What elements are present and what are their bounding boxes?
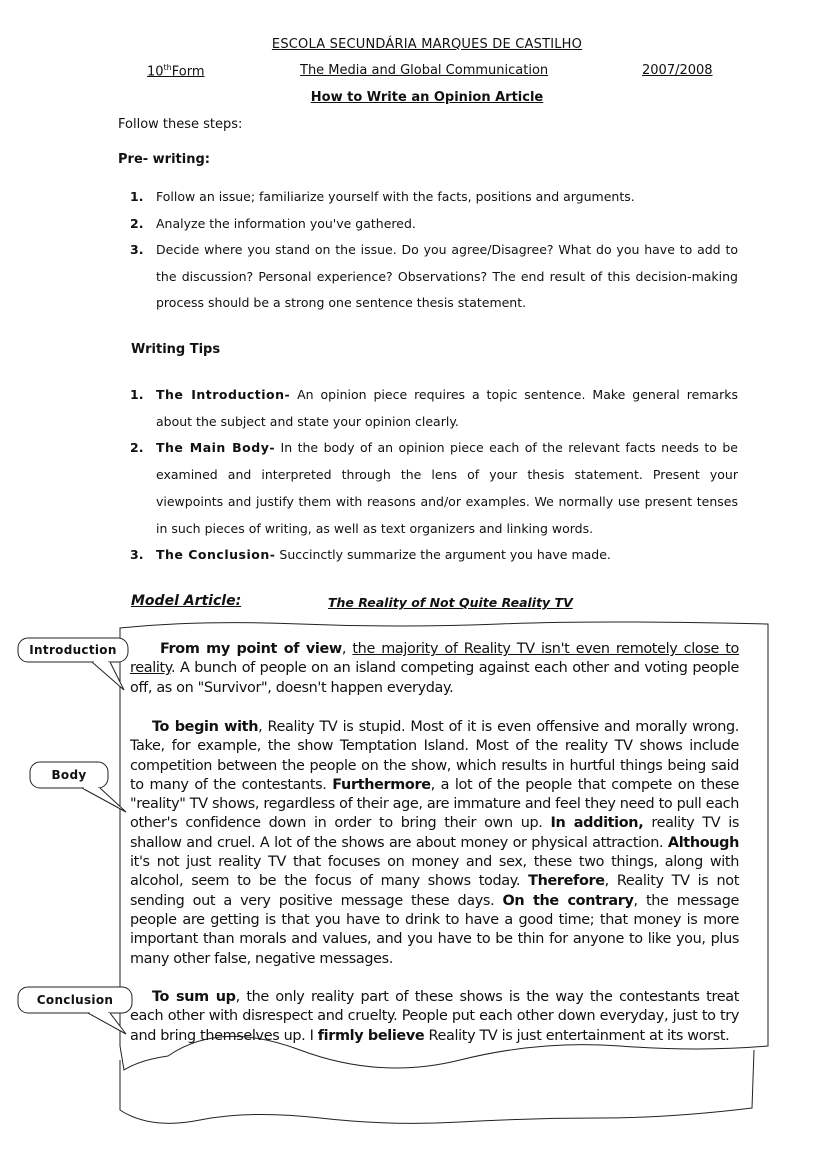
- list-item: 2. The Main Body- In the body of an opinion piece each of the relevant facts needs to be examined and interpreted through the lens of your thesis statement. Present your viewpoints and justify them with reasons and/or examples. We normally use present tenses in such pieces of writing, as well as text organizers and linking words.: [130, 440, 738, 536]
- page-title: How to Write an Opinion Article: [310, 90, 544, 105]
- school-year: 2007/2008: [642, 63, 713, 78]
- list-item: 3. Decide where you stand on the issue. Do you agree/Disagree? What do you have to add to the discussion? Personal experience? Observations? The end result of this decision-making process should be a strong one sentence thesis statement.: [130, 242, 738, 310]
- prewriting-heading: Pre- writing:: [118, 152, 210, 167]
- article-introduction-paragraph: From my point of view, the majority of Reality TV isn't even remotely close to reality. A bunch of people on an island competing against each other and voting people off, as on "Survivor", doesn't happen everyday.: [130, 641, 740, 696]
- page-bottom-wave: [120, 1050, 754, 1123]
- callout-conclusion-label: Conclusion: [36, 993, 114, 1007]
- subject-label: The Media and Global Communication: [300, 63, 549, 78]
- article-body-paragraph: To begin with, Reality TV is stupid. Most of it is even offensive and morally wrong. Take, for example, the show Temptation Island. Most of the reality TV shows include competition between the people on the show, which results in hurtful things being said to many of the contestants. Furthermore, a lot of the people that compete on these "reality" TV shows, regardless of their age, are immature and feel they need to pull each other's confidence down in order to bring their own up. In addition, reality TV is shallow and cruel. A lot of the shows are about money or physical attraction. Although it's not just reality TV that focuses on money and sex, these two things, along with alcohol, seem to be the focus of many shows today. Therefore, Reality TV is not sending out a very positive message these days. On the contrary, the message people are getting is that you have to drink to have a good time; that money is more important than morals and values, and you have to be thin for anyone to like you, plus many other false, negative messages.: [130, 719, 740, 967]
- article-conclusion-paragraph: To sum up, the only reality part of these shows is the way the contestants treat each other with disrespect and cruelty. People put each other down everyday, just to try and bring themselves up. I firmly believe Reality TV is just entertainment at its worst.: [130, 989, 739, 1044]
- callout-body-label: Body: [51, 768, 87, 782]
- form-label: 10thForm: [147, 63, 205, 80]
- list-item: 1. The Introduction- An opinion piece requires a topic sentence. Make general remarks about the subject and state your opinion clearly.: [130, 387, 738, 429]
- list-item: 3. The Conclusion- Succinctly summarize the argument you have made.: [130, 547, 611, 563]
- school-name: ESCOLA SECUNDÁRIA MARQUES DE CASTILHO: [271, 37, 583, 52]
- intro-line: Follow these steps:: [118, 117, 243, 132]
- model-article-label: Model Article:: [131, 593, 242, 609]
- model-article-title: The Reality of Not Quite Reality TV: [328, 595, 573, 610]
- list-item: 2. Analyze the information you've gathered.: [130, 215, 416, 231]
- list-item: 1. Follow an issue; familiarize yourself with the facts, positions and arguments.: [130, 189, 635, 204]
- writing-tips-heading: Writing Tips: [131, 342, 221, 357]
- callout-introduction-label: Introduction: [29, 643, 117, 657]
